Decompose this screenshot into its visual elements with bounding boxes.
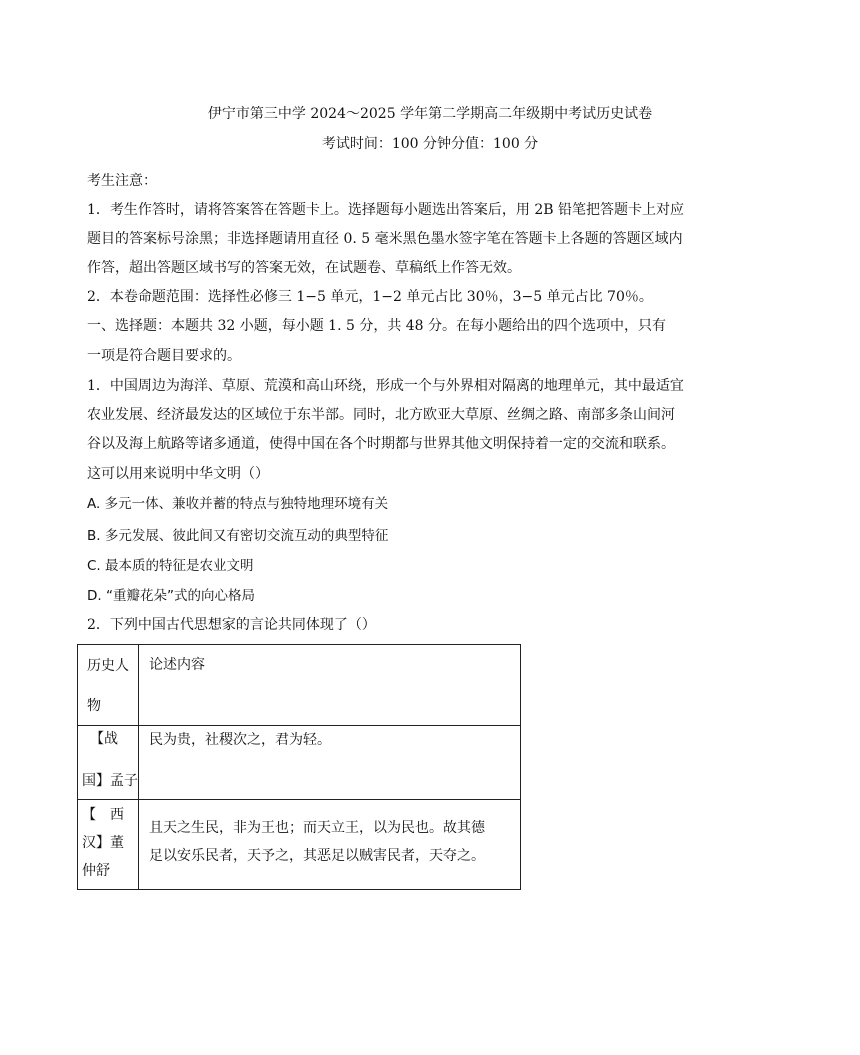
question-2-stem: 2．下列中国古代思想家的言论共同体现了（）	[87, 617, 376, 633]
table-row	[78, 800, 521, 890]
table-header-content	[139, 645, 521, 726]
notice-heading: 考生注意：	[87, 173, 157, 189]
header-content-text: 论述内容	[149, 657, 205, 673]
dong-zhongshu-quote-line-2: 足以安乐民者，天予之，其恶足以贼害民者，天夺之。	[149, 848, 485, 864]
question-1-option-a: A. 多元一体、兼收并蓄的特点与独特地理环境有关	[87, 496, 389, 512]
question-1-option-d: D. “重瓣花朵”式的向心格局	[87, 588, 255, 604]
question-2-table	[77, 644, 521, 890]
header-person-text-1: 历史人	[87, 658, 129, 674]
question-1-stem-line-1: 1．中国周边为海洋、草原、荒漠和高山环绕，形成一个与外界相对隔离的地理单元，其中最适宜	[87, 378, 684, 394]
exam-title: 伊宁市第三中学 2024～2025 学年第二学期高二年级期中考试历史试卷	[207, 106, 653, 122]
table-cell-quote-mencius	[139, 726, 521, 800]
dong-zhongshu-text-2: 汉】董	[82, 835, 124, 851]
mencius-text-2: 国】孟子	[82, 773, 138, 789]
notice-item-2: 2．本卷命题范围：选择性必修三 1−5 单元，1−2 单元占比 30％，3−5 单元占比 70％。	[87, 289, 653, 305]
table-row	[78, 726, 521, 800]
question-1-stem-line-3: 谷以及海上航路等诸多通道，使得中国在各个时期都与世界其他文明保持着一定的交流和联系。	[87, 436, 675, 452]
question-1-option-b: B. 多元发展、彼此间又有密切交流互动的典型特征	[87, 528, 389, 544]
notice-item-1-line-3: 作答，超出答题区域书写的答案无效，在试题卷、草稿纸上作答无效。	[87, 260, 521, 276]
notice-item-1-line-2: 题目的答案标号涂黑；非选择题请用直径 0. 5 毫米黑色墨水签字笔在答题卡上各题的答题区域内	[87, 231, 683, 247]
mencius-text-1: 【战	[90, 731, 118, 747]
exam-subtitle: 考试时间：100 分钟分值：100 分	[321, 136, 539, 152]
section-instructions-line-1: 一、选择题：本题共 32 小题，每小题 1. 5 分，共 48 分。在每小题给出的四个选项中，只有	[87, 318, 667, 334]
dong-zhongshu-quote	[139, 800, 520, 870]
table-row	[78, 645, 521, 726]
header-person-text-2: 物	[87, 698, 101, 714]
notice-item-1-line-1: 1．考生作答时，请将答案答在答题卡上。选择题每小题选出答案后，用 2B 铅笔把答题卡上对应	[87, 202, 685, 218]
question-1-option-c: C. 最本质的特征是农业文明	[87, 558, 254, 574]
mencius-quote: 民为贵，社稷次之，君为轻。	[149, 732, 331, 748]
table-cell-person-mencius	[78, 726, 139, 800]
table-header-person	[78, 645, 139, 726]
dong-zhongshu-text-1: 【 西	[82, 807, 124, 823]
table-cell-person-dong-zhongshu	[78, 800, 139, 890]
question-1-stem-line-2: 农业发展、经济最发达的区域位于东半部。同时，北方欧亚大草原、丝绸之路、南部多条山间河	[87, 407, 675, 423]
section-instructions-line-2: 一项是符合题目要求的。	[87, 348, 241, 364]
question-1-stem-line-4: 这可以用来说明中华文明（）	[87, 466, 269, 482]
dong-zhongshu-quote-line-1: 且天之生民，非为王也；而天立王，以为民也。故其德	[149, 820, 485, 836]
table-cell-quote-dong-zhongshu	[139, 800, 521, 890]
dong-zhongshu-text-3: 仲舒	[82, 863, 110, 879]
